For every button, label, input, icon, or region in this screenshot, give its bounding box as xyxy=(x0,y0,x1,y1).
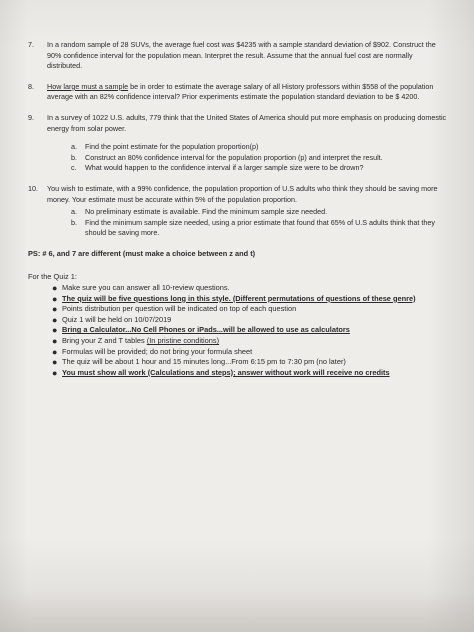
question-number: 9. xyxy=(28,112,34,122)
bullet-text: Quiz 1 will be held on 10/07/2019 xyxy=(62,314,172,324)
question-9 xyxy=(28,113,448,174)
bullet-icon: ● xyxy=(52,314,58,325)
question-body xyxy=(47,113,448,174)
bullet-text: The quiz will be about 1 hour and 15 minutes long...From 6:15 pm to 7:30 pm (no later) xyxy=(62,357,346,367)
question-10 xyxy=(28,184,448,239)
question-text: In a random sample of 28 SUVs, the average fuel cost was $4235 with a sample standard deviation of $902. Construct the 90% confidence interval for the population mean. Interpret the result. Assume that the annual fuel cost are normally distributed. xyxy=(47,40,436,71)
question-lead-underlined: How large must a sample xyxy=(47,81,129,91)
quiz-title: For the Quiz 1: xyxy=(28,271,77,281)
question-number: 7. xyxy=(28,40,34,49)
bullet-text: Make sure you can answer all 10-review questions. xyxy=(62,283,230,293)
question-number: 10. xyxy=(28,183,38,193)
bullet-text-mixed xyxy=(62,336,448,347)
question-number: 8. xyxy=(28,81,34,91)
quiz-bullet-item xyxy=(52,368,448,379)
subitem-letter: a. xyxy=(71,142,77,152)
document-content xyxy=(28,40,448,378)
question-text: You wish to estimate, with a 99% confidence, the population proportion of U.S adults who think they should be saving more money. Your estimate must be accurate within 5% of the population proportion. xyxy=(47,183,438,204)
quiz-bullet-item xyxy=(52,325,448,336)
bullet-text-underlined: You must show all work (Calculations and steps); answer without work will receive no credits xyxy=(62,367,390,377)
question-7 xyxy=(28,40,448,72)
question-text: In a survey of 1022 U.S. adults, 779 think that the United States of America should put more emphasis on producing domestic energy from solar power. xyxy=(47,112,447,133)
subitem xyxy=(71,207,448,218)
quiz-bullet-list xyxy=(52,283,448,378)
subitem-letter: a. xyxy=(71,207,77,217)
subitem xyxy=(71,142,448,153)
subitem xyxy=(71,153,448,164)
quiz-bullet-item xyxy=(52,336,448,347)
subitem xyxy=(71,218,448,239)
subitem-letter: c. xyxy=(71,163,77,173)
subitem-text: What would happen to the confidence interval if a larger sample size were to be drown? xyxy=(85,163,364,173)
subitem-text: Find the minimum sample size needed, using a prior estimate that found that 65% of U.S adults think that they should be saving more. xyxy=(85,217,435,238)
subitem-text: Construct an 80% confidence interval for the population proportion (p) and interpret the result. xyxy=(85,152,383,162)
bullet-icon: ● xyxy=(52,304,58,315)
bullet-icon: ● xyxy=(52,357,58,368)
subitem-letter: b. xyxy=(71,217,77,227)
subitem xyxy=(71,163,448,174)
bullet-text: Formulas will be provided; do not bring your formula sheet xyxy=(62,346,253,356)
question-subitems xyxy=(71,142,448,174)
quiz-bullet-item xyxy=(52,294,448,305)
question-body xyxy=(47,184,448,239)
bullet-icon: ● xyxy=(52,325,58,336)
bullet-icon: ● xyxy=(52,336,58,347)
bullet-icon: ● xyxy=(52,346,58,357)
quiz-bullet-item xyxy=(52,283,448,294)
question-8 xyxy=(28,82,448,103)
subitem-text: Find the point estimate for the population proportion(p) xyxy=(85,142,259,152)
bullet-text-underlined: (In pristine conditions) xyxy=(146,336,220,346)
bullet-text-underlined: Bring a Calculator...No Cell Phones or iPads...will be allowed to use as calculators xyxy=(62,325,350,335)
quiz-bullet-item xyxy=(52,347,448,358)
subitem-letter: b. xyxy=(71,152,77,162)
paper-bottom-shadow xyxy=(0,592,474,632)
bullet-text: Bring your Z and T tables xyxy=(62,336,147,346)
bullet-text: Points distribution per question will be indicated on top of each question xyxy=(62,304,297,314)
bullet-icon: ● xyxy=(52,293,58,304)
quiz-bullet-item xyxy=(52,357,448,368)
question-text xyxy=(47,82,448,103)
bullet-text-underlined: The quiz will be five questions long in this style. (Different permutations of questions of these genre) xyxy=(62,293,416,303)
question-text-rest: be in order to estimate the average salary of all History professors within $558 of the population average with an 82% confidence interval? Prior experiments estimate the population standard deviation to be $ 4200. xyxy=(47,81,434,102)
question-subitems xyxy=(71,207,448,239)
bullet-icon: ● xyxy=(52,367,58,378)
quiz-bullet-item xyxy=(52,315,448,326)
bullet-icon: ● xyxy=(52,283,58,294)
quiz-bullet-item xyxy=(52,304,448,315)
subitem-text: No preliminary estimate is available. Find the minimum sample size needed. xyxy=(85,207,328,217)
ps-note: PS: # 6, and 7 are different (must make a choice between z and t) xyxy=(28,248,256,258)
